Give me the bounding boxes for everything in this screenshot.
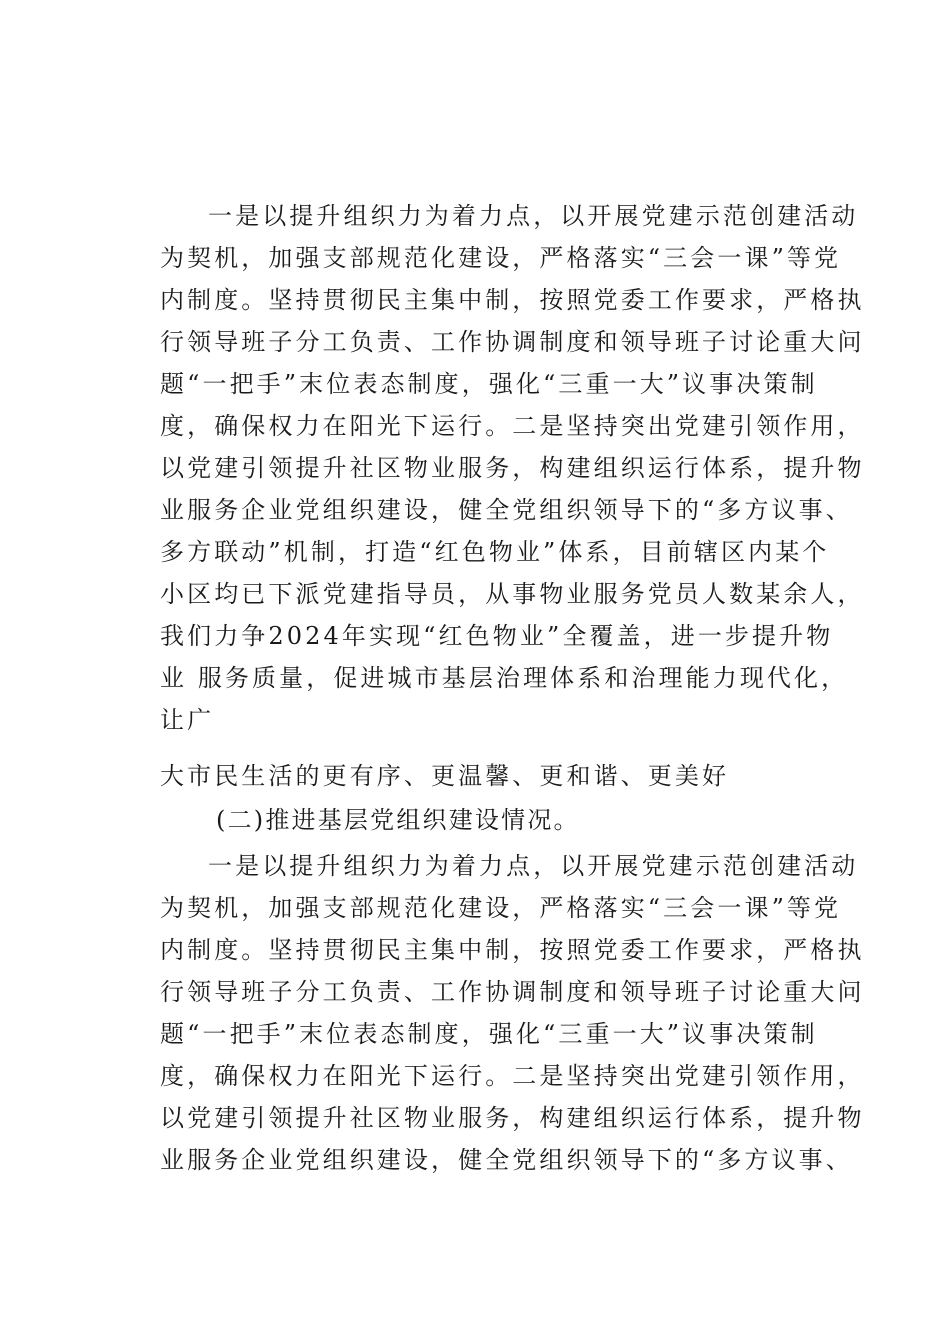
paragraph-line: 内制度。坚持贯彻民主集中制，按照党委工作要求，严格执 bbox=[160, 936, 865, 964]
paragraph-line: 小区均已下派党建指导员，从事物业服务党员人数某余人， bbox=[160, 580, 865, 608]
paragraph-line: 业 服务质量，促进城市基层治理体系和治理能力现代化， bbox=[160, 664, 849, 692]
paragraph-line: 以党建引领提升社区物业服务，构建组织运行体系，提升物 bbox=[160, 1104, 865, 1132]
paragraph-line: 一是以提升组织力为着力点，以开展党建示范创建活动 bbox=[208, 852, 859, 880]
section-heading: (二)推进基层党组织建设情况。 bbox=[216, 806, 580, 834]
paragraph-line: 内制度。坚持贯彻民主集中制，按照党委工作要求，严格执 bbox=[160, 286, 865, 314]
paragraph-line: 为契机，加强支部规范化建设，严格落实“三会一课”等党 bbox=[160, 894, 842, 922]
paragraph-line: 让广 bbox=[160, 706, 215, 734]
paragraph-line: 度，确保权力在阳光下运行。二是坚持突出党建引领作用， bbox=[160, 412, 865, 440]
paragraph-line: 业服务企业党组织建设，健全党组织领导下的“多方议事、 bbox=[160, 1146, 853, 1174]
paragraph-line: 题“一把手”末位表态制度，强化“三重一大”议事决策制 bbox=[160, 1020, 818, 1048]
paragraph-line: 为契机，加强支部规范化建设，严格落实“三会一课”等党 bbox=[160, 244, 842, 272]
paragraph-line: 大市民生活的更有序、更温馨、更和谐、更美好 bbox=[160, 762, 730, 790]
paragraph-line: 业服务企业党组织建设，健全党组织领导下的“多方议事、 bbox=[160, 496, 853, 524]
paragraph-line: 多方联动”机制，打造“红色物业”体系，目前辖区内某个 bbox=[160, 538, 830, 566]
paragraph-line: 行领导班子分工负责、工作协调制度和领导班子讨论重大问 bbox=[160, 328, 865, 356]
paragraph-line: 我们力争2024年实现“红色物业”全覆盖，进一步提升物 bbox=[160, 622, 834, 650]
paragraph-line: 题“一把手”末位表态制度，强化“三重一大”议事决策制 bbox=[160, 370, 818, 398]
paragraph-line: 以党建引领提升社区物业服务，构建组织运行体系，提升物 bbox=[160, 454, 865, 482]
paragraph-line: 度，确保权力在阳光下运行。二是坚持突出党建引领作用， bbox=[160, 1062, 865, 1090]
paragraph-line: 行领导班子分工负责、工作协调制度和领导班子讨论重大问 bbox=[160, 978, 865, 1006]
paragraph-line: 一是以提升组织力为着力点，以开展党建示范创建活动 bbox=[208, 202, 859, 230]
